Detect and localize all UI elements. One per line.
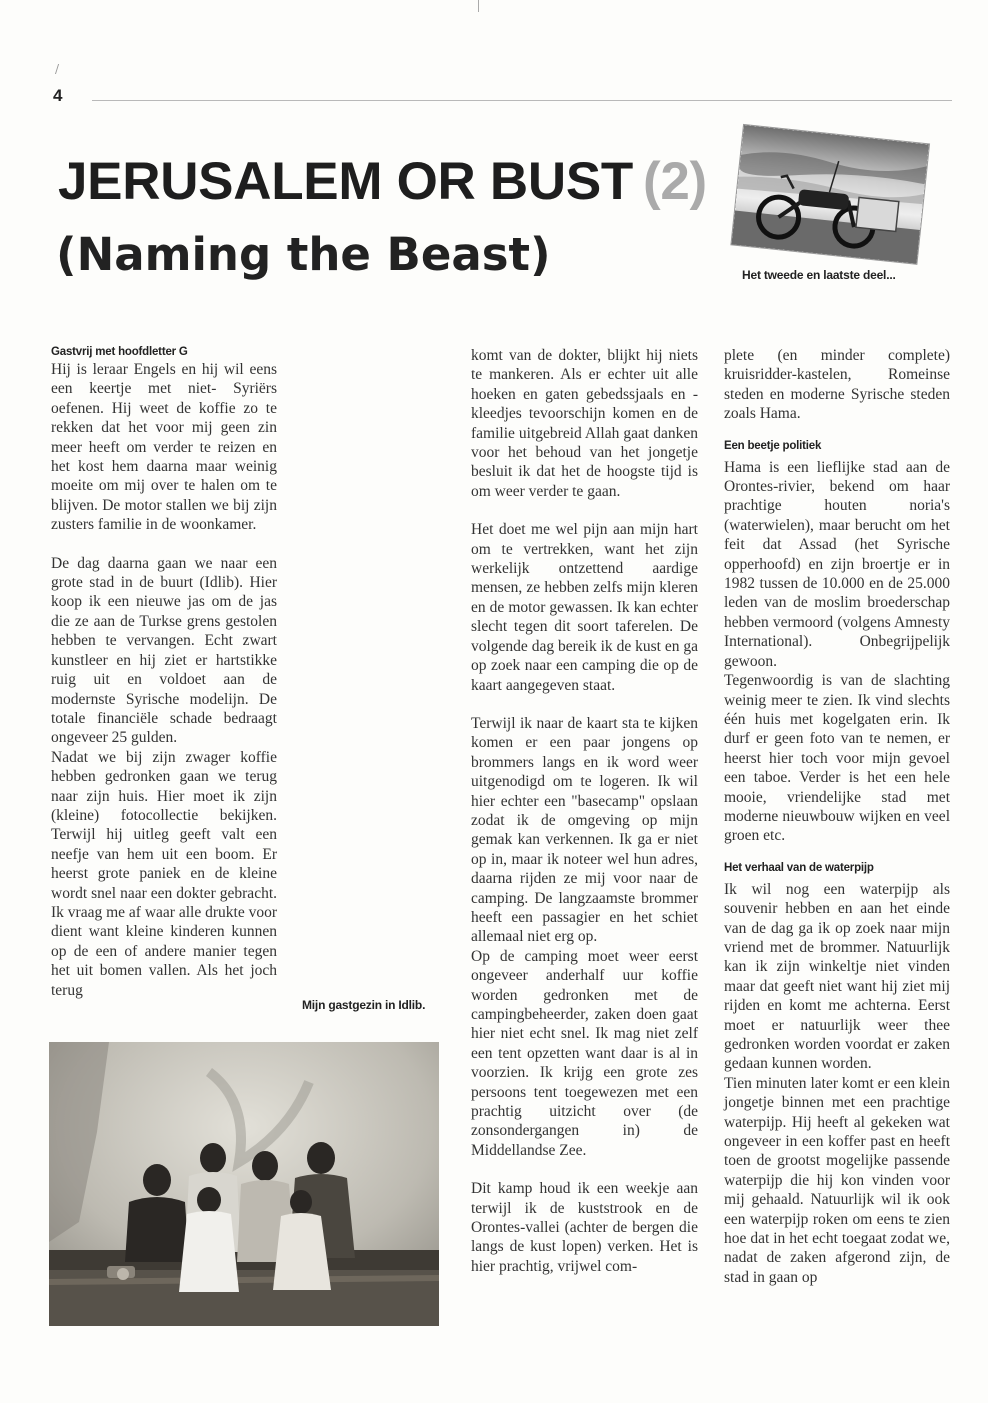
paragraph: Tien minuten later komt er een klein jongetje binnen met een prachtige waterpijp. Hij heeft al gekeken wat ongeveer in een koffer past en heeft toen de grootst mogelijke passende waterpijp die hij kon vinden voor mij gehaald. Natuurlijk wil ik ook een waterpijp roken om eens te zien hoe dat in het echt toegaat zodat we, nadat de zaken afgerond zijn, de stad in gaan op — [724, 1074, 950, 1286]
family-photo-caption: Mijn gastgezin in Idlib. — [302, 998, 426, 1012]
paragraph: plete (en minder complete) kruisridder-kastelen, Romeinse steden en moderne Syrische steden zoals Hama. — [724, 347, 950, 423]
paragraph: Het doet me wel pijn aan mijn hart om te vertrekken, want het zijn werkelijk ontzettend aardige mensen, ze hebben zelfs mijn kleren en de motor gewassen. Ik kan echter slecht tegen dit soort taferelen. De volgende dag bereik ik de kust en ga op zoek naar een camping die op de kaart aangegeven staat. — [471, 521, 698, 694]
motorcycle-photo — [731, 125, 929, 264]
column-2 — [471, 346, 698, 1276]
title-part-number: (2) — [643, 152, 707, 211]
crop-tick — [478, 0, 479, 12]
paragraph: komt van de dokter, blijkt hij niets te mankeren. Als er echter uit alle hoeken en gaten gebedssjaals en -kleedjes tevoorschijn komen en de familie uitgebreid Allah gaat danken voor het behoud van het jongetje besluit ik dat het de hoogste tijd is om weer verder te gaan. — [471, 347, 698, 500]
article-title — [58, 152, 707, 212]
paragraph: Hij is leraar Engels en hij wil eens een keertje met niet- Syriërs oefenen. Hij weet de koffie zo te rekken dat het voor mij geen zin meer heeft om verder te reizen en het kost hem daarna maar weinig moeite om mij over te halen om te blijven. De motor stallen we bij zijn zusters familie in de woonkamer. — [51, 361, 277, 534]
corner-mark: / — [55, 62, 60, 76]
family-photo — [49, 1042, 439, 1326]
article-subtitle: (Naming the Beast) — [56, 228, 551, 281]
motorcycle-photo-caption: Het tweede en laatste deel... — [742, 268, 896, 282]
page-number: 4 — [53, 86, 63, 105]
column-1 — [51, 344, 277, 1000]
paragraph: Op de camping moet weer eerst ongeveer anderhalf uur koffie worden gedronken met de campingbeheerder, zaken doen gaat hier niet echt snel. Ik mag niet zelf een tent opzetten want daar is al in voorzien. Ik krijg een grote zes persoons tent toegewezen met een prachtig uitzicht over (de zonsondergangen in) de Middellandse Zee. — [471, 947, 698, 1159]
section-heading: Gastvrij met hoofdletter G — [51, 346, 188, 358]
paragraph: Dit kamp houd ik een weekje aan terwijl ik de kuststrook en de Orontes-vallei (achter de bergen die langs de kust lopen) verken. Het is hier prachtig, vrijwel com- — [471, 1180, 698, 1275]
paragraph: Tegenwoordig is van de slachting weinig meer te zien. Ik vind slechts één huis met kogelgaten erin. Ik durf er geen foto van te nemen, er heerst hier toch voor mijn gevoel een taboe. Verder is het een hele mooie, vriendelijke stad met moderne nieuwbouw wijken en veel groen etc. — [724, 672, 950, 845]
paragraph: Terwijl ik naar de kaart sta te kijken komen er een paar jongens op brommers langs en ik word weer uitgenodigd om te logeren. Ik wil hier echter een "basecamp" opslaan zodat ik de omgeving op mijn gemak kan verkennen. Ik ga er niet op in, maar ik noteer wel hun adres, daarna rijden ze mij voor naar de camping. De langzaamste brommer heeft een passagier en het schiet allemaal niet erg op. — [471, 714, 698, 946]
section-heading: Het verhaal van de waterpijp — [724, 861, 874, 874]
family-photo-image — [49, 1042, 439, 1326]
paragraph: De dag daarna gaan we naar een grote stad in de buurt (Idlib). Hier koop ik een nieuwe jas om de jas die ze aan de Turkse grens gestolen hebben te vervangen. Echt zwart kunstleer en hij ziet er hartstikke ruig uit en voldoet aan de modernste Syrische modelijn. De totale financiële schade bedraagt ongeveer 25 gulden. — [51, 554, 277, 747]
motorcycle-photo-image — [731, 125, 929, 264]
paragraph: Ik wil nog een waterpijp als souvenir hebben en aan het einde van de dag ga ik op zoek naar mijn vriend met de brommer. Natuurlijk kan ik zijn winkeltje niet vinden maar dat geeft niet want hij ziet mij rijden en komt me achterna. Eerst moet er natuurlijk weer thee gedronken worden voordat er zaken gedaan kunnen worden. — [724, 880, 950, 1073]
column-3 — [724, 346, 950, 1287]
header-rule — [92, 100, 952, 101]
title-text: JERUSALEM OR BUST — [58, 152, 634, 211]
paragraph: Nadat we bij zijn zwager koffie hebben gedronken gaan we terug naar zijn huis. Hier moet ik zijn (kleine) fotocollectie bekijken. Terwijl hij uitleg geeft valt een neefje van hem uit een boom. Er heerst grote paniek en de kleine wordt snel naar een dokter gebracht. Ik vraag me af waar alle drukte voor dient want kleine kinderen kunnen op de een of andere manier tegen het uit bomen vallen. Als het joch terug — [51, 748, 277, 999]
paragraph: Hama is een lieflijke stad aan de Orontes-rivier, bekend om haar prachtige houten noria's (waterwielen), maar berucht om het feit dat Assad (het Syrische opperhoofd) en zijn broertje er in 1982 tussen de 10.000 en de 25.000 leden van de moslim broederschap hebben vermoord (volgens Amnesty International). Onbegrijpelijk gewoon. — [724, 458, 950, 670]
section-heading: Een beetje politiek — [724, 439, 822, 452]
